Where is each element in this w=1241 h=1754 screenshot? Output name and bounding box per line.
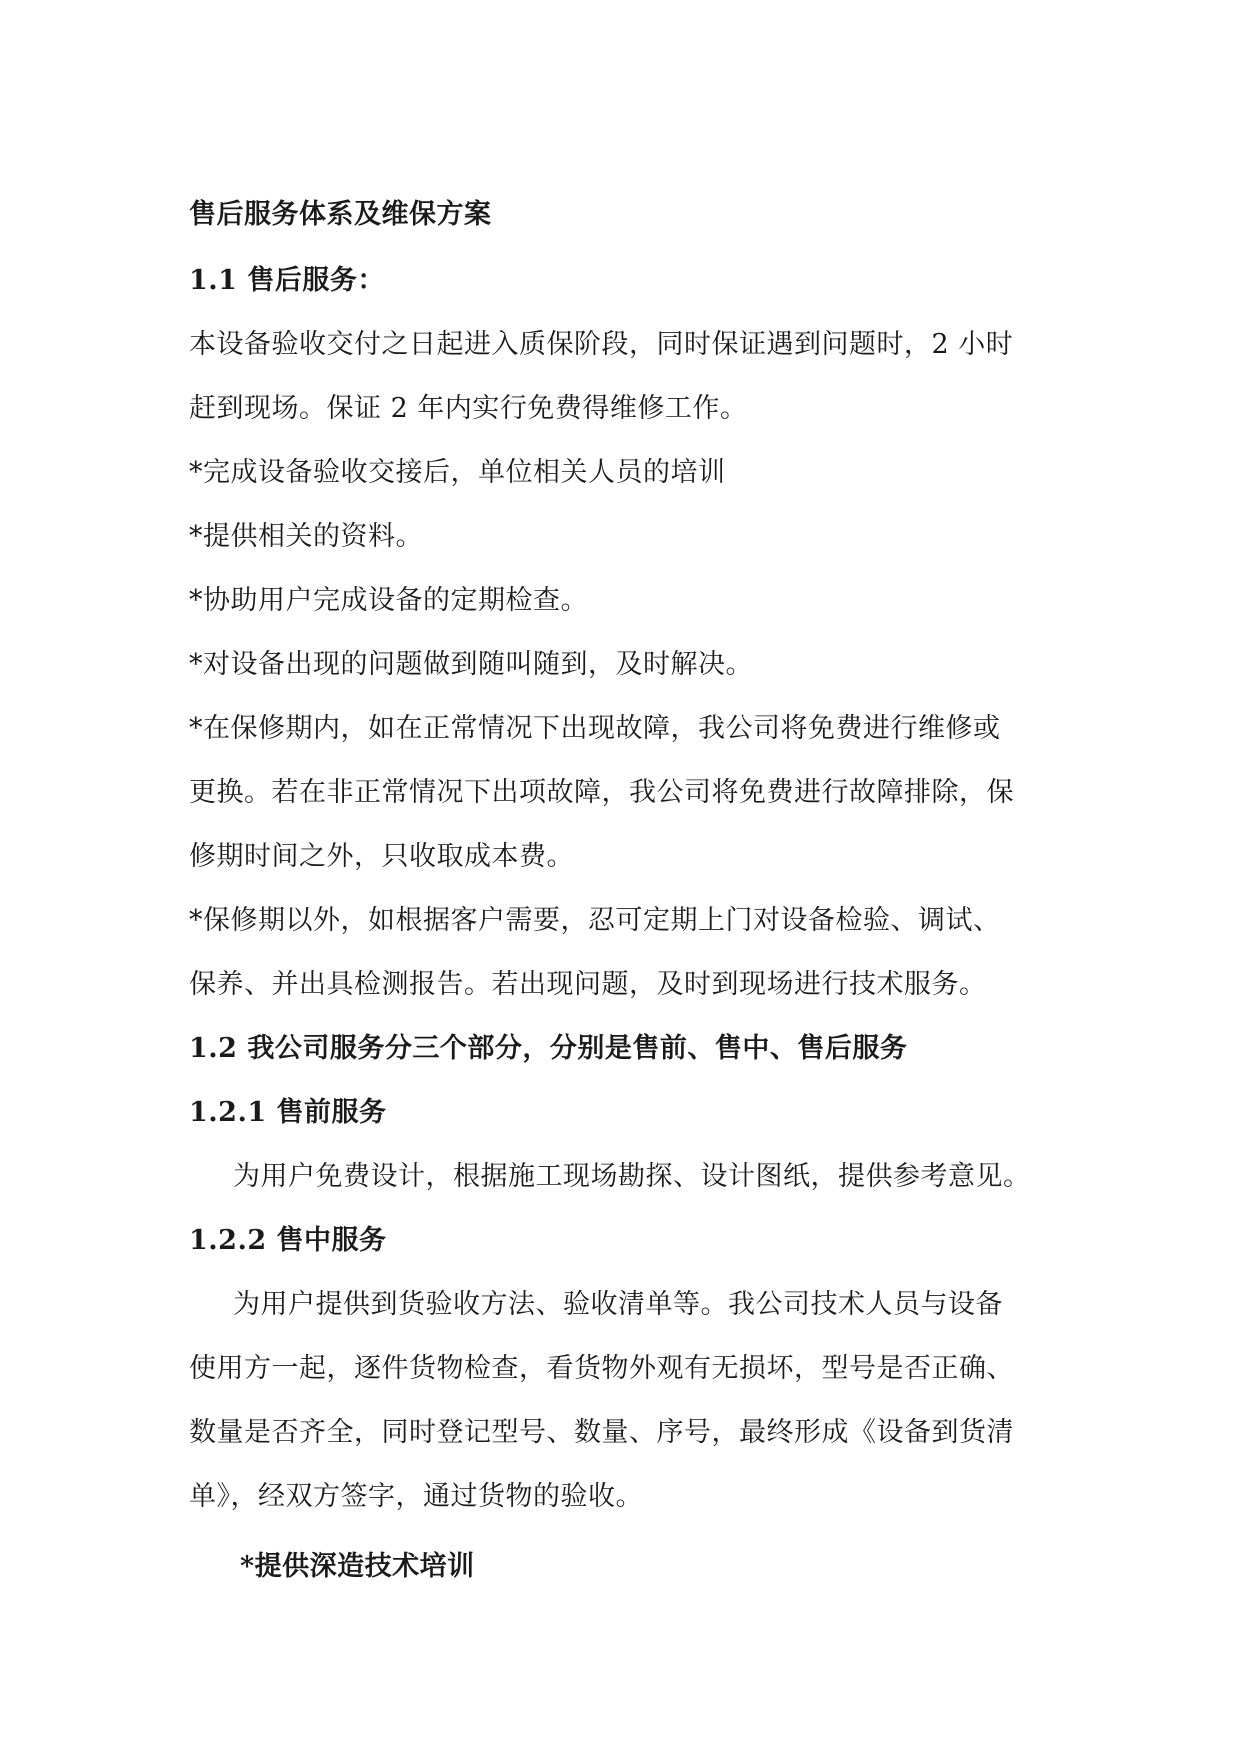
heading-1-2: 1.2 我公司服务分三个部分，分别是售前、售中、售后服务 <box>189 1033 908 1064</box>
bullet-item: *保修期以外，如根据客户需要，忍可定期上门对设备检验、调试、 <box>189 905 1001 936</box>
paragraph-line: 为用户免费设计，根据施工现场勘探、设计图纸，提供参考意见。 <box>233 1161 1031 1192</box>
paragraph-line: 为用户提供到货验收方法、验收清单等。我公司技术人员与设备 <box>233 1289 1003 1320</box>
bullet-item: *完成设备验收交接后，单位相关人员的培训 <box>189 457 726 488</box>
bullet-item-continued: 更换。若在非正常情况下出项故障，我公司将免费进行故障排除，保 <box>189 777 1014 808</box>
paragraph-line: 使用方一起，逐件货物检查，看货物外观有无损坏，型号是否正确、 <box>189 1353 1014 1384</box>
paragraph-line: 赶到现场。保证 2 年内实行免费得维修工作。 <box>189 393 748 424</box>
doc-title: 售后服务体系及维保方案 <box>189 199 492 230</box>
bullet-item: *提供相关的资料。 <box>189 521 423 552</box>
paragraph-line: 数量是否齐全，同时登记型号、数量、序号，最终形成《设备到货清 <box>189 1417 1014 1448</box>
heading-1-2-2: 1.2.2 售中服务 <box>189 1225 387 1256</box>
bullet-item-continued: 修期时间之外，只收取成本费。 <box>189 841 574 872</box>
heading-training: *提供深造技术培训 <box>240 1551 475 1582</box>
heading-1-2-1: 1.2.1 售前服务 <box>189 1097 387 1128</box>
bullet-item: *对设备出现的问题做到随叫随到，及时解决。 <box>189 649 753 680</box>
paragraph-line: 本设备验收交付之日起进入质保阶段，同时保证遇到问题时，2 小时 <box>189 329 1014 360</box>
bullet-item: *在保修期内，如在正常情况下出现故障，我公司将免费进行维修或 <box>189 713 1001 744</box>
paragraph-line: 单》，经双方签字，通过货物的验收。 <box>189 1481 643 1512</box>
bullet-item: *协助用户完成设备的定期检查。 <box>189 585 588 616</box>
heading-1-1: 1.1 售后服务： <box>189 265 385 296</box>
bullet-item-continued: 保养、并出具检测报告。若出现问题，及时到现场进行技术服务。 <box>189 969 987 1000</box>
